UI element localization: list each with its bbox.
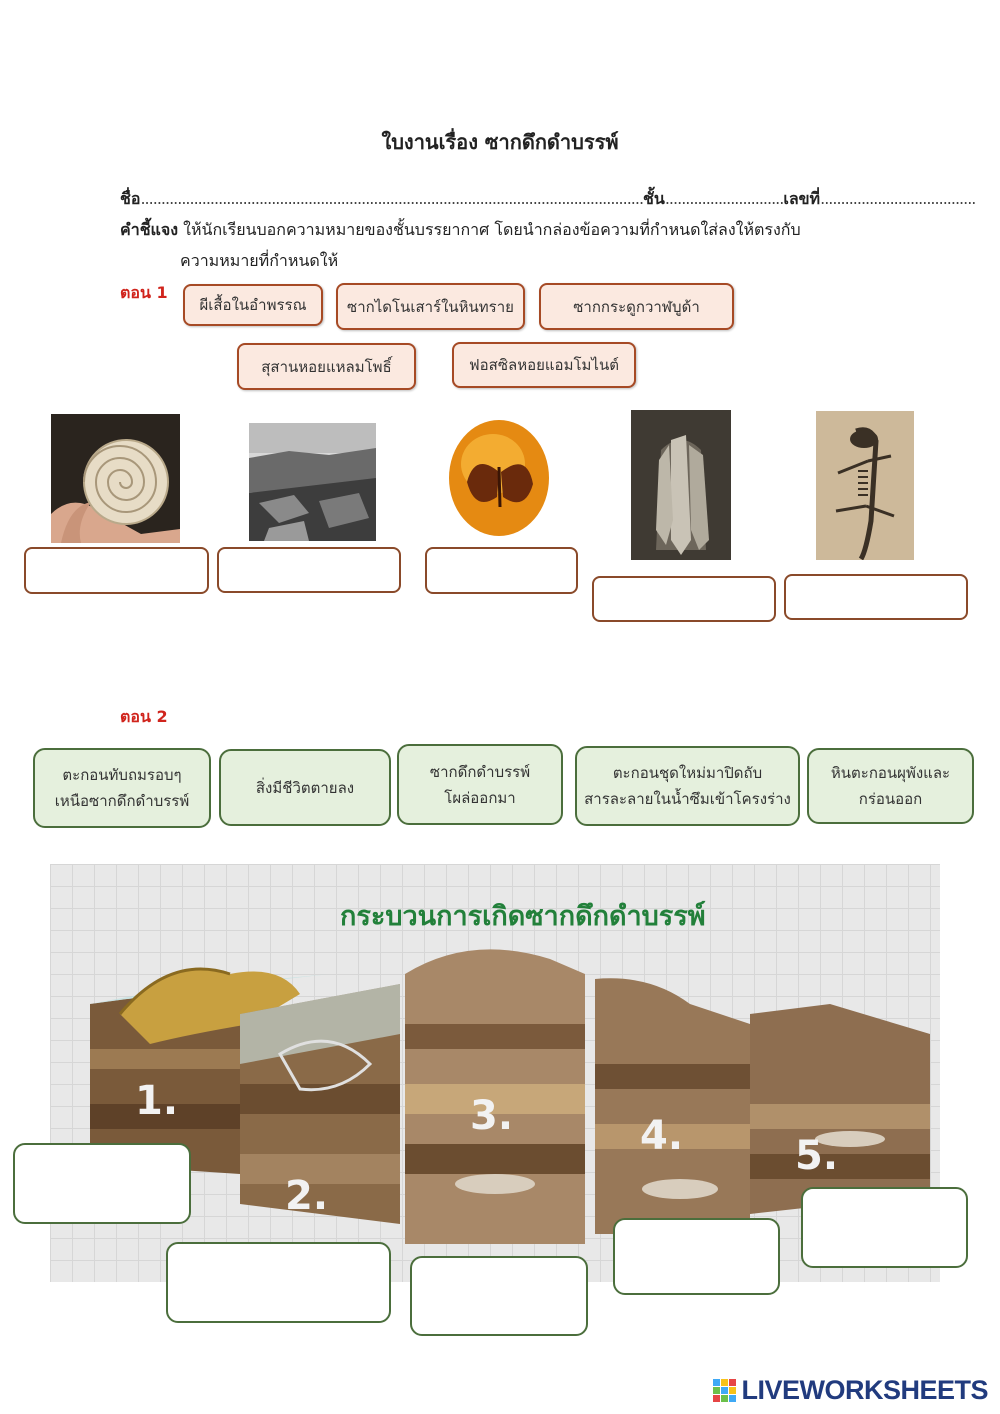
chip-line: เหนือซากดึกดำบรรพ์	[54, 792, 190, 810]
ammonite-fossil-image	[51, 414, 180, 543]
answer-box-step-4[interactable]	[613, 1218, 780, 1295]
answer-box-step-2[interactable]	[166, 1242, 391, 1323]
chip-line: ซากดึกดำบรรพ์	[429, 762, 531, 781]
liveworksheets-logo	[713, 1375, 988, 1406]
liveworksheets-icon	[713, 1379, 737, 1403]
chip-line: สิ่งมีชีวิตตายลง	[255, 778, 355, 797]
answer-box-ammonite[interactable]	[24, 547, 209, 594]
step-number-1: 1.	[135, 1078, 179, 1124]
instruction	[120, 218, 801, 243]
number-label: เลขที่	[783, 189, 821, 208]
step-number-5: 5.	[795, 1133, 839, 1179]
part1-chip-whale-bone[interactable]: ซากกระดูกวาฬบูด้า	[539, 283, 734, 330]
part2-chip-sediment-cover[interactable]	[33, 748, 211, 828]
answer-box-step-3[interactable]	[410, 1256, 588, 1336]
logo-text: LIVEWORKSHEETS	[741, 1375, 988, 1405]
answer-box-dinosaur[interactable]	[784, 574, 968, 620]
grade-field[interactable]: .............................	[664, 189, 784, 208]
part1-chip-butterfly-amber[interactable]: ผีเสื้อในอำพรรณ	[183, 284, 323, 326]
answer-box-amber[interactable]	[425, 547, 578, 594]
whale-bone-image	[631, 410, 731, 560]
chip-line: สารละลายในน้ำซึมเข้าโครงร่าง	[584, 790, 791, 808]
answer-box-step-5[interactable]	[801, 1187, 968, 1268]
part1-chip-shell-cemetery[interactable]: สุสานหอยแหลมโพธิ์	[237, 343, 416, 390]
chip-line: หินตะกอนผุพังและ	[830, 764, 951, 782]
name-label: ชื่อ	[120, 189, 141, 208]
chip-line: ตะกอนชุดใหม่มาปิดถับ	[612, 764, 763, 782]
chip-line: ตะกอนทับถมรอบๆ	[62, 766, 182, 784]
part2-chip-organism-dies[interactable]	[219, 749, 391, 826]
part2-label: ตอน 2	[120, 707, 168, 726]
part2-chip-fossil-exposed[interactable]	[397, 744, 563, 825]
dinosaur-skeleton-image	[816, 411, 914, 560]
instruction-text-continued: ความหมายที่กำหนดให้	[180, 251, 339, 270]
part2-chip-erosion[interactable]	[807, 748, 974, 824]
part1-chip-ammonite[interactable]: ฟอสซิลหอยแอมโมไนต์	[452, 342, 636, 388]
answer-box-step-1[interactable]	[13, 1143, 191, 1224]
chip-line: กร่อนออก	[858, 790, 923, 808]
answer-box-rocky-shore[interactable]	[217, 547, 401, 593]
part2-chip-mineralization[interactable]	[575, 746, 800, 826]
answer-box-whale-bone[interactable]	[592, 576, 776, 622]
diagram-title: กระบวนการเกิดซากดึกดำบรรพ์	[340, 901, 706, 932]
grade-label: ชั้น	[643, 189, 665, 208]
part1-label: ตอน 1	[120, 283, 168, 302]
butterfly-amber-image	[435, 412, 564, 540]
step-number-3: 3.	[470, 1093, 514, 1139]
student-info-line	[120, 187, 975, 212]
instruction-text: ให้นักเรียนบอกความหมายของชั้นบรรยากาศ โดยนำกล่องข้อความที่กำหนดใส่ลงให้ตรงกับ	[183, 220, 801, 239]
worksheet-title: ใบงานเรื่อง ซากดึกดำบรรพ์	[381, 130, 619, 154]
instruction-label: คำชี้แจง	[120, 220, 179, 239]
step-number-2: 2.	[285, 1173, 329, 1219]
step-number-4: 4.	[640, 1113, 684, 1159]
rocky-shore-image	[249, 423, 376, 541]
chip-line: โผล่ออกมา	[444, 788, 516, 807]
number-field[interactable]: ......................................	[820, 189, 976, 208]
name-field[interactable]: ...........................................................................................................................	[140, 189, 644, 208]
part1-chip-dinosaur-sandstone[interactable]: ซากไดโนเสาร์ในหินทราย	[336, 283, 525, 330]
